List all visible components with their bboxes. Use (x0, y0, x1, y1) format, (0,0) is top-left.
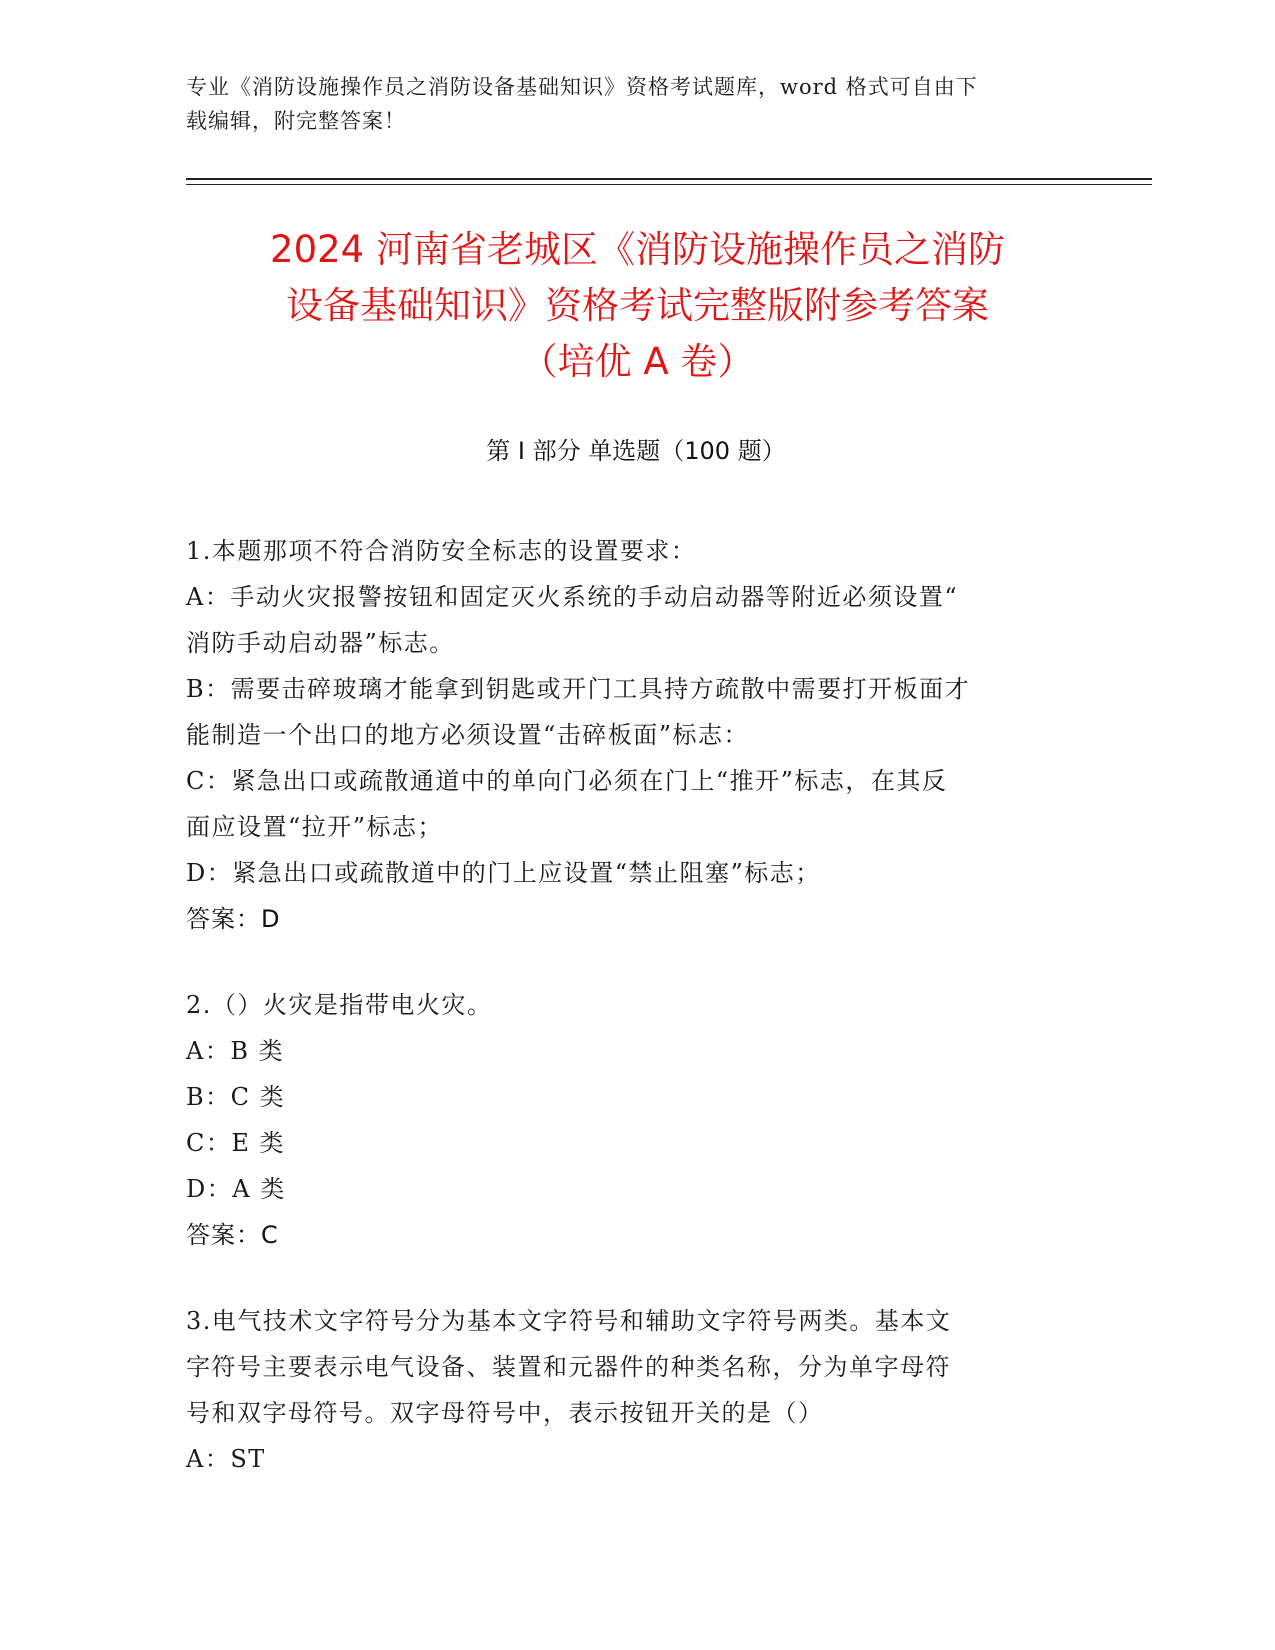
section-title: 第 I 部分 单选题（100 题） (486, 437, 786, 465)
option-a: A：手动火灾报警按钮和固定灭火系统的手动启动器等附近必须设置“ (186, 583, 959, 611)
header-note (186, 70, 1066, 138)
title-line: 2024 河南省老城区《消防设施操作员之消防 (270, 228, 1005, 271)
question-list (186, 528, 1066, 1522)
header-note-line: 专业《消防设施操作员之消防设备基础知识》资格考试题库，word 格式可自由下 (186, 75, 978, 99)
document-title (150, 222, 1125, 390)
title-line: （培优 A 卷） (520, 340, 755, 383)
header-note-line: 载编辑，附完整答案！ (186, 109, 406, 133)
title-line: 设备基础知识》资格考试完整版附参考答案 (286, 284, 989, 327)
question-1 (186, 528, 1066, 942)
option-a-cont: 消防手动启动器”标志。 (186, 629, 455, 657)
question-2 (186, 982, 1066, 1258)
header-divider-thick (186, 178, 1152, 180)
answer: 答案：C (186, 1221, 279, 1249)
option-a: A：B 类 (186, 1037, 285, 1065)
option-c-cont: 面应设置“拉开”标志； (186, 813, 444, 841)
option-d: D：A 类 (186, 1175, 286, 1203)
option-b: B：需要击碎玻璃才能拿到钥匙或开门工具持方疏散中需要打开板面才 (186, 675, 971, 703)
option-b: B：C 类 (186, 1083, 286, 1111)
question-stem: 2.（）火灾是指带电火灾。 (186, 991, 493, 1019)
option-d: D：紧急出口或疏散道中的门上应设置“禁止阻塞”标志； (186, 859, 821, 887)
option-c: C：紧急出口或疏散通道中的单向门必须在门上“推开”标志，在其反 (186, 767, 948, 795)
question-stem-cont: 字符号主要表示电气设备、装置和元器件的种类名称，分为单字母符 (186, 1353, 951, 1381)
question-stem: 1.本题那项不符合消防安全标志的设置要求： (186, 537, 697, 565)
option-b-cont: 能制造一个出口的地方必须设置“击碎板面”标志： (186, 721, 750, 749)
header-divider-thin (186, 184, 1152, 185)
question-stem-cont: 号和双字母符号。双字母符号中，表示按钮开关的是（） (186, 1399, 824, 1427)
question-stem: 3.电气技术文字符号分为基本文字符号和辅助文字符号两类。基本文 (186, 1307, 952, 1335)
question-3 (186, 1298, 1066, 1482)
answer: 答案：D (186, 905, 281, 933)
option-a: A：ST (186, 1445, 266, 1473)
option-c: C：E 类 (186, 1129, 286, 1157)
